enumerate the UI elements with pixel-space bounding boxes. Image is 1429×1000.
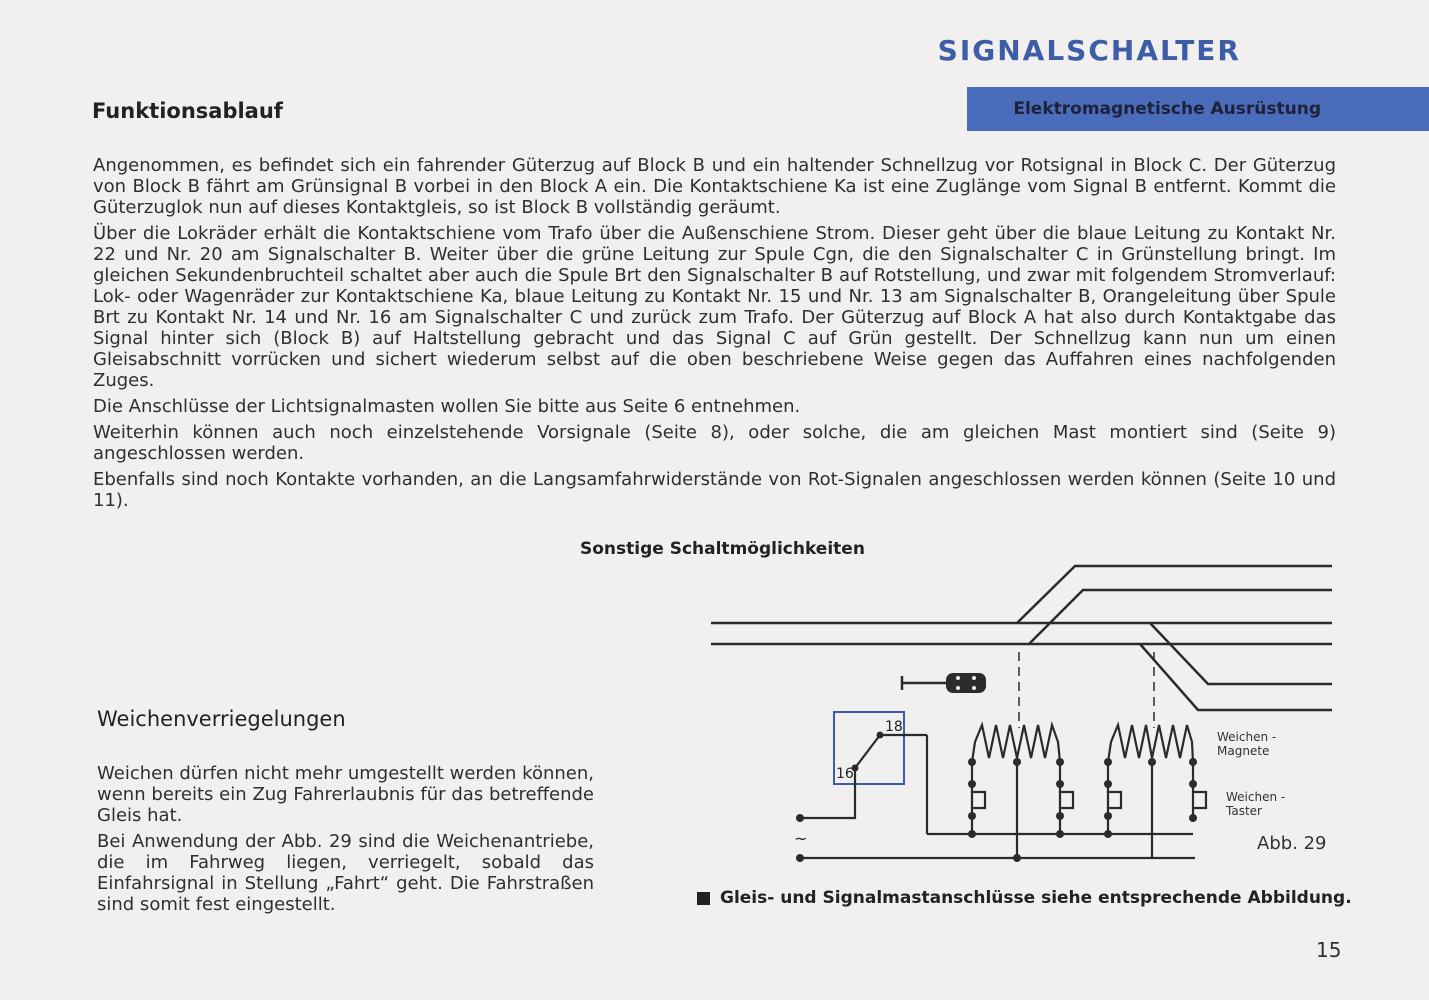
paragraph: Weichen dürfen nicht mehr umgestellt werden können, wenn bereits ein Zug Fahrerlaubnis für das betreffende Gleis hat.: [97, 763, 594, 826]
subsection-title: Sonstige Schaltmöglichkeiten: [580, 539, 865, 559]
header-subtitle: Elektromagnetische Ausrüstung: [1013, 99, 1321, 119]
wiring-diagram: [690, 555, 1350, 875]
track-rail: [1150, 623, 1332, 684]
paragraph: Ebenfalls sind noch Kontakte vorhanden, an die Langsamfahrwiderstände von Rot-Signalen angeschlossen werden können (Seite 10 und 11).: [93, 469, 1336, 511]
footnote-text: Gleis- und Signalmastanschlüsse siehe entsprechende Abbildung.: [720, 888, 1352, 908]
paragraph: Bei Anwendung der Abb. 29 sind die Weichenantriebe, die im Fahrweg liegen, verriegelt, sobald das Einfahrsignal in Stellung „Fahrt“ geht. Die Fahrstraßen sind somit fest eingestellt.: [97, 831, 594, 915]
footnote: [697, 888, 1352, 908]
contact-label-16: 16: [836, 766, 854, 782]
paragraph: Über die Lokräder erhält die Kontaktschiene vom Trafo über die Außenschiene Strom. Dieser geht über die blaue Leitung zu Kontakt Nr. 22 und Nr. 20 am Signalschalter B. Weiter über die grüne Leitung zur Spule Cgn, die den Signalschalter C in Grünstellung bringt. Im gleichen Sekundenbruchteil schaltet aber auch die Spule Brt den Signalschalter B auf Rotstellung, und zwar mit folgendem Stromverlauf: Lok- oder Wagenräder zur Kontaktschiene Ka, blaue Leitung zu Kontakt Nr. 15 und Nr. 13 am Signalschalter B, Orangeleitung über Spule Brt zu Kontakt Nr. 14 und Nr. 16 am Signalschalter C und zurück zum Trafo. Der Güterzug auf Block A hat also durch Kontaktgabe das Signal hinter sich (Block B) auf Haltstellung gebracht und das Signal C auf Grün gestellt. Der Schnellzug kann nun um einen Gleisabschnitt vorrücken und sichert wiederum selbst auf die oben beschriebene Weise gegen das Auffahren eines nachfolgenden Zuges.: [93, 223, 1336, 391]
section-title-funktionsablauf: Funktionsablauf: [92, 99, 283, 123]
paragraph: Weiterhin können auch noch einzelstehende Vorsignale (Seite 8), oder solche, die am gleichen Mast montiert sind (Seite 9) angeschlossen werden.: [93, 422, 1336, 464]
paragraph: Die Anschlüsse der Lichtsignalmasten wollen Sie bitte aus Seite 6 entnehmen.: [93, 396, 801, 417]
wiring: [800, 725, 1206, 858]
linkage-lines: [1019, 652, 1154, 728]
contact-label-18: 18: [885, 719, 903, 735]
section-funktionsablauf-text: [93, 155, 1336, 516]
track-layout: [711, 566, 1332, 710]
header-subtitle-band: [967, 87, 1429, 131]
figure-label: Abb. 29: [1257, 833, 1327, 854]
magnets-label-line1: Weichen -: [1217, 730, 1277, 744]
page-header-title: SIGNALSCHALTER: [937, 34, 1241, 67]
buttons-label-line1: Weichen -: [1226, 790, 1286, 804]
bullet-square-icon: [697, 892, 710, 905]
section-title-weichenverriegelungen: Weichenverriegelungen: [97, 707, 346, 731]
track-rail: [1140, 644, 1332, 710]
buttons-label-line2: Taster: [1226, 804, 1262, 818]
ac-symbol: ~: [794, 829, 808, 848]
magnets-label-line2: Magnete: [1217, 744, 1270, 758]
track-rail: [1017, 566, 1332, 623]
track-rail: [1029, 590, 1332, 644]
paragraph: Angenommen, es befindet sich ein fahrender Güterzug auf Block B und ein haltender Schnellzug vor Rotsignal in Block C. Der Güterzug von Block B fährt am Grünsignal B vorbei in den Block A ein. Die Kontaktschiene Ka ist eine Zuglänge vom Signal B entfernt. Kommt die Güterzuglok nun auf dieses Kontaktgleis, so ist Block B vollständig geräumt.: [93, 155, 1336, 218]
section-weichen-text: [97, 763, 594, 920]
page-number: 15: [1316, 938, 1342, 962]
signal-icon: [902, 673, 986, 693]
